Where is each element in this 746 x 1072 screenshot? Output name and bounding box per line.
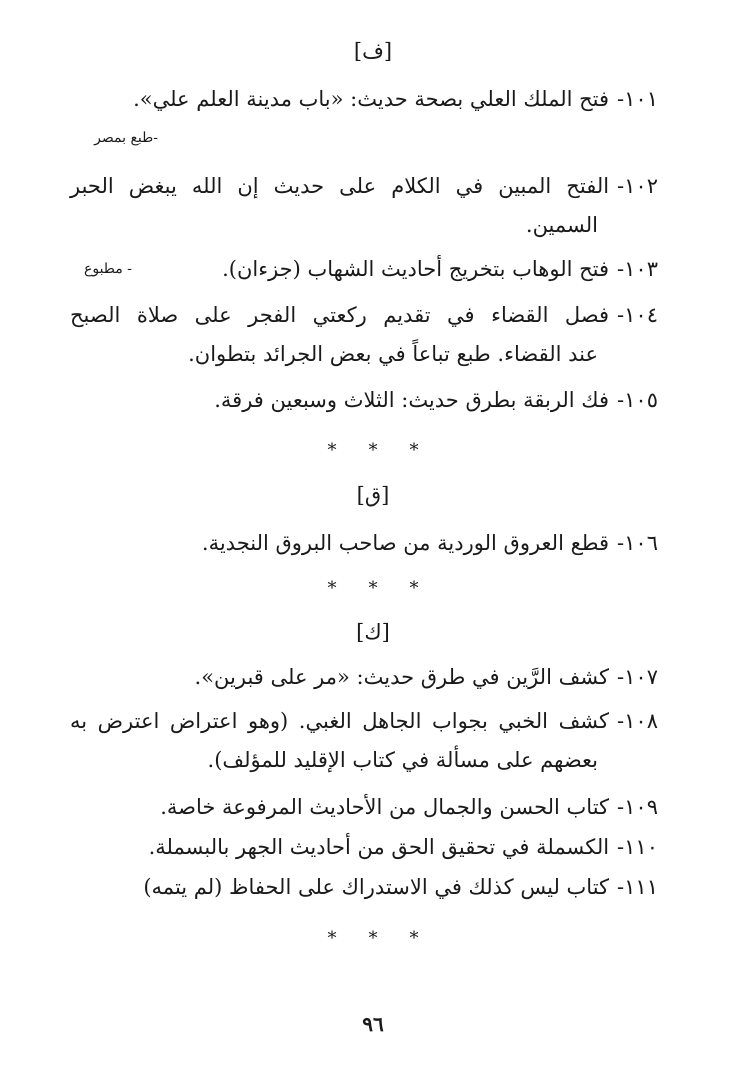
entry-title: قطع العروق الوردية من صاحب البروق النجدية. <box>201 531 610 555</box>
entry-103-note: - مطبوع <box>84 261 132 277</box>
section-separator <box>0 440 746 461</box>
section-separator <box>0 928 746 949</box>
entry-111 <box>70 872 658 902</box>
entry-104-continuation: عند القضاء. طبع تباعاً في بعض الجرائد بتطوان. <box>188 342 598 366</box>
entry-101 <box>70 84 658 114</box>
entry-title: كشف الخبي بجواب الجاهل الغبي. (وهو اعتراض اعترض به <box>70 709 610 733</box>
star-mark: * <box>409 578 419 599</box>
entry-number: ١٠١- <box>617 87 658 111</box>
page-number: ٩٦ <box>362 1012 384 1036</box>
entry-number: ١١١- <box>617 875 658 899</box>
entry-108-continuation: بعضهم على مسألة في كتاب الإقليد للمؤلف). <box>207 748 598 772</box>
entry-110 <box>70 832 658 862</box>
entry-title: الفتح المبين في الكلام على حديث إن الله يبغض الحبر <box>70 174 610 198</box>
entry-title: كتاب ليس كذلك في الاستدراك على الحفاظ (لم يتمه) <box>143 875 610 899</box>
star-mark: * <box>368 578 378 599</box>
star-mark: * <box>327 440 337 461</box>
entry-number: ١٠٤- <box>617 303 658 327</box>
entry-title: فصل القضاء في تقديم ركعتي الفجر على صلاة الصبح <box>70 303 610 327</box>
star-mark: * <box>368 440 378 461</box>
section-header-fa: [ف] <box>353 39 393 63</box>
entry-number: ١١٠- <box>617 835 658 859</box>
star-mark: * <box>327 578 337 599</box>
star-mark: * <box>409 440 419 461</box>
entry-number: ١٠٨- <box>617 709 658 733</box>
entry-102-continuation: السمين. <box>525 213 598 237</box>
entry-105 <box>70 385 658 415</box>
entry-title: فتح الملك العلي بصحة حديث: «باب مدينة العلم علي». <box>133 87 610 111</box>
entry-103 <box>200 254 658 284</box>
entry-number: ١٠٢- <box>617 174 658 198</box>
entry-number: ١٠٥- <box>617 388 658 412</box>
entry-number: ١٠٣- <box>617 257 658 281</box>
star-mark: * <box>327 928 337 949</box>
entry-109 <box>70 792 658 822</box>
star-mark: * <box>368 928 378 949</box>
entry-number: ١٠٧- <box>617 665 658 689</box>
entry-101-note: -طبع بمصر <box>94 130 158 146</box>
entry-title: فتح الوهاب بتخريج أحاديث الشهاب (جزءان). <box>222 257 610 281</box>
entry-107 <box>70 662 658 692</box>
entry-title: فك الربقة بطرق حديث: الثلاث وسبعين فرقة. <box>214 388 610 412</box>
entry-title: كتاب الحسن والجمال من الأحاديث المرفوعة خاصة. <box>160 795 610 819</box>
section-header-qaf: [ق] <box>356 483 390 507</box>
entry-104 <box>70 300 658 330</box>
section-header-kaf: [ك] <box>356 620 390 644</box>
entry-102 <box>70 171 658 201</box>
entry-106 <box>70 528 658 558</box>
entry-108 <box>70 706 658 736</box>
entry-title: الكسملة في تحقيق الحق من أحاديث الجهر بالبسملة. <box>148 835 610 859</box>
star-mark: * <box>409 928 419 949</box>
entry-number: ١٠٩- <box>617 795 658 819</box>
section-separator <box>0 578 746 599</box>
entry-number: ١٠٦- <box>617 531 658 555</box>
entry-title: كشف الرَّين في طرق حديث: «مر على قبرين». <box>194 665 610 689</box>
